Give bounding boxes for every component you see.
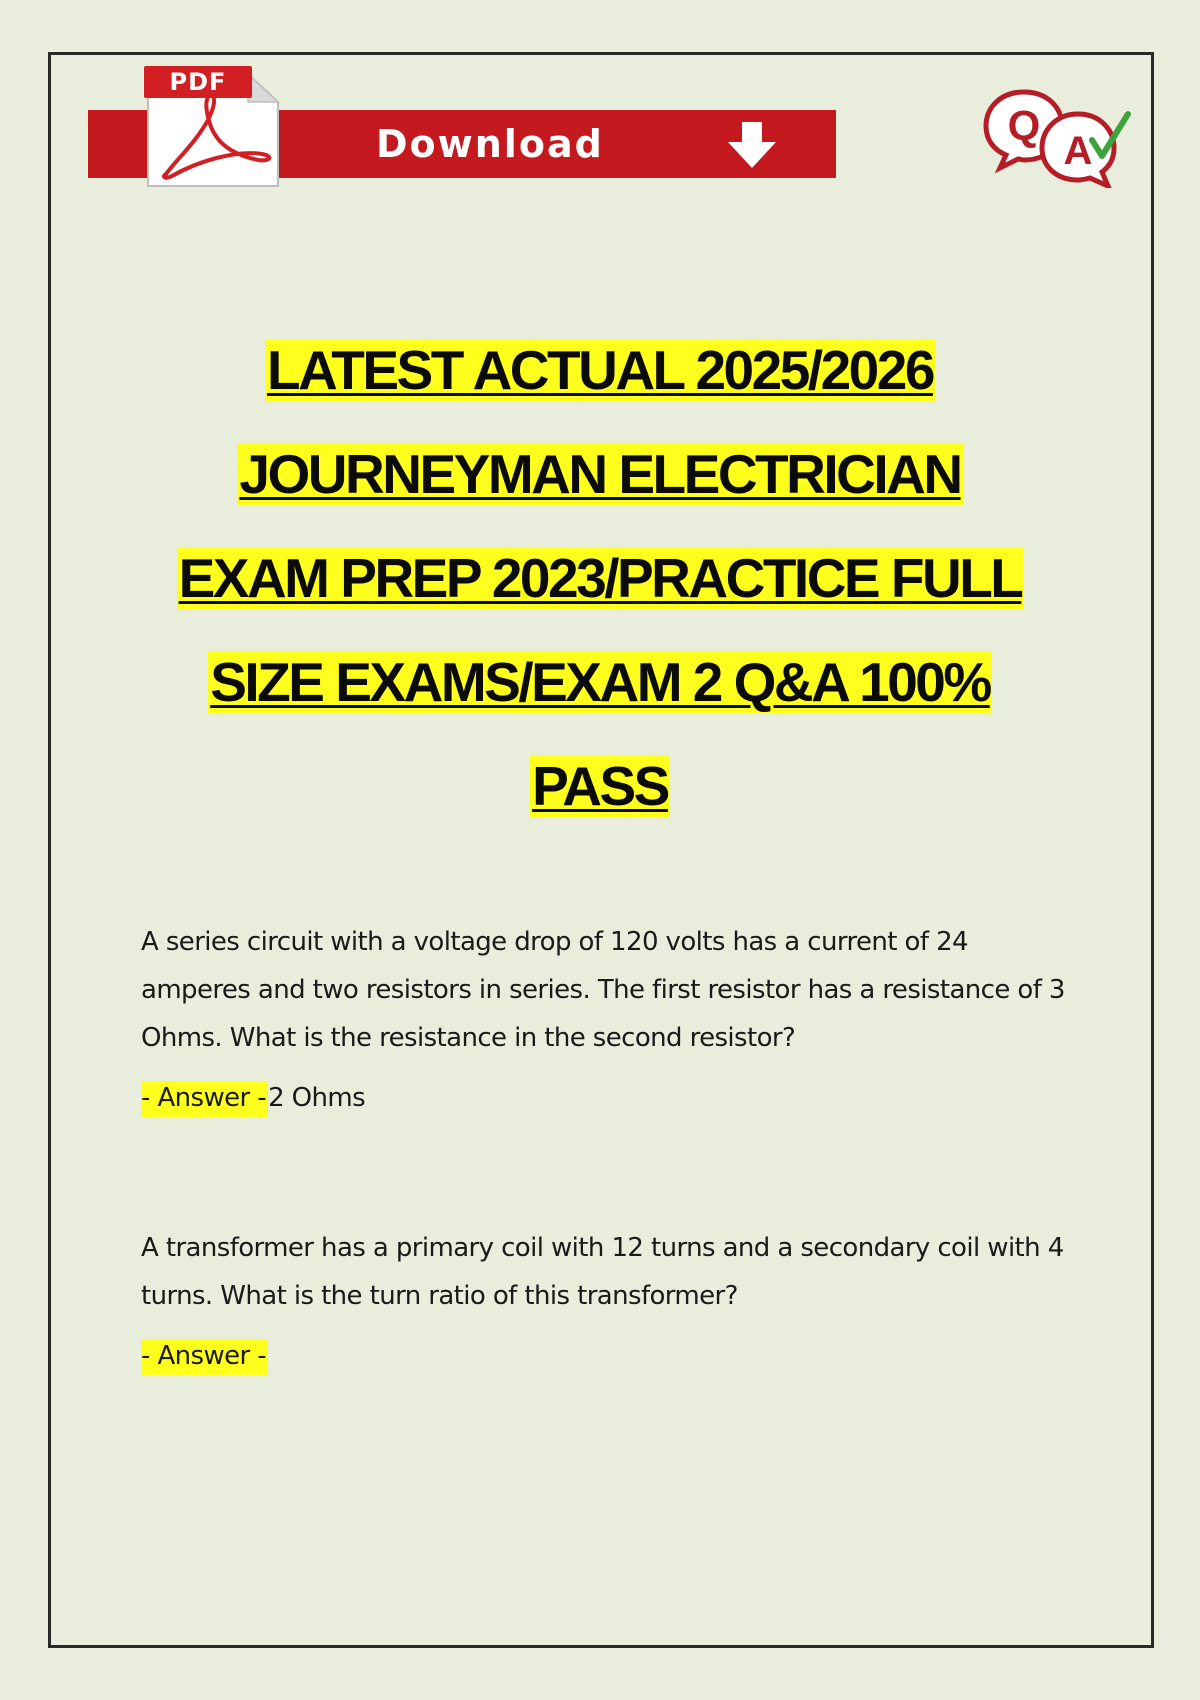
title-line: SIZE EXAMS/EXAM 2 Q&A 100% — [210, 651, 990, 713]
pdf-label: PDF — [144, 66, 252, 98]
answer-line — [141, 1338, 1081, 1374]
question-item — [141, 918, 1081, 1116]
title-line: PASS — [532, 755, 668, 817]
qa-logo-a: A — [1063, 129, 1093, 173]
title-line: EXAM PREP 2023/PRACTICE FULL — [178, 547, 1022, 609]
answer-line — [141, 1080, 1081, 1116]
answer-text: 2 Ohms — [268, 1083, 366, 1113]
arrow-down-icon — [722, 120, 782, 172]
qa-logo — [980, 84, 1132, 188]
question-text: A transformer has a primary coil with 12 turns and a secondary coil with 4 turns. What is the turn ratio of this transformer? — [141, 1233, 1064, 1311]
question-item — [141, 1224, 1081, 1374]
download-label: Download — [376, 122, 604, 166]
download-button[interactable] — [88, 62, 836, 188]
answer-label: - Answer - — [141, 1339, 268, 1375]
answer-label: - Answer - — [141, 1081, 268, 1117]
question-text: A series circuit with a voltage drop of 120 volts has a current of 24 amperes and two resistors in series. The first resistor has a resistance of 3 Ohms. What is the resistance in the second resistor? — [141, 927, 1065, 1053]
document-page — [48, 52, 1154, 1648]
acrobat-pdf-icon — [138, 62, 284, 188]
qa-logo-q: Q — [1007, 102, 1041, 149]
title-line: LATEST ACTUAL 2025/2026 — [267, 339, 933, 401]
document-title — [100, 318, 1100, 838]
title-line: JOURNEYMAN ELECTRICIAN — [239, 443, 961, 505]
